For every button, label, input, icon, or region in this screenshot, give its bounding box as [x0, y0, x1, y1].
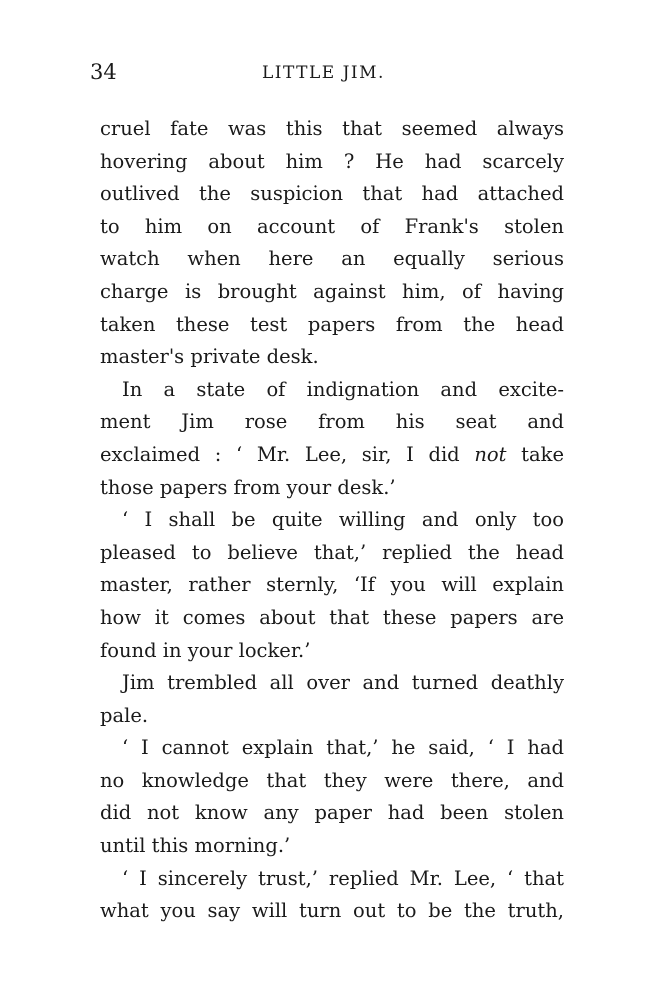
text-line: no knowledge that they were there, and: [100, 768, 564, 792]
text-line: hovering about him ? He had scarcely: [100, 149, 564, 173]
text-line: master, rather sternly, ‘If you will explain: [100, 573, 564, 597]
text-segment: exclaimed : ‘ Mr. Lee, sir, I did: [100, 442, 475, 466]
text-line: taken these test papers from the head: [100, 312, 564, 336]
text-line: watch when here an equally serious: [100, 247, 564, 271]
emphasis-text: not: [474, 442, 507, 466]
text-segment: take: [506, 442, 564, 466]
running-title: LITTLE JIM.: [262, 63, 385, 83]
text-line: those papers from your desk.’: [100, 475, 396, 499]
text-line: master's private desk.: [100, 345, 319, 369]
text-line: found in your locker.’: [100, 638, 311, 662]
text-line: [100, 439, 564, 472]
text-line: ment Jim rose from his seat and: [100, 410, 564, 434]
text-line: how it comes about that these papers are: [100, 605, 564, 629]
text-line: what you say will turn out to be the truth,: [100, 899, 564, 923]
body-text: [100, 113, 564, 928]
text-line: pale.: [100, 703, 149, 727]
text-line: until this morning.’: [100, 834, 291, 858]
text-line: In a state of indignation and excite-: [122, 377, 564, 401]
page-header: [90, 60, 570, 90]
text-line: ‘ I cannot explain that,’ he said, ‘ I had: [122, 736, 564, 760]
text-line: outlived the suspicion that had attached: [100, 182, 564, 206]
text-line: to him on account of Frank's stolen: [100, 214, 564, 238]
text-line: ‘ I shall be quite willing and only too: [122, 508, 564, 532]
text-line: ‘ I sincerely trust,’ replied Mr. Lee, ‘ that: [122, 866, 564, 890]
text-line: cruel fate was this that seemed always: [100, 117, 564, 140]
text-line: Jim trembled all over and turned deathly: [122, 671, 564, 695]
text-line: charge is brought against him, of having: [100, 279, 564, 303]
text-line: did not know any paper had been stolen: [100, 801, 564, 825]
text-line: pleased to believe that,’ replied the head: [100, 540, 564, 564]
page-number: 34: [90, 60, 117, 84]
